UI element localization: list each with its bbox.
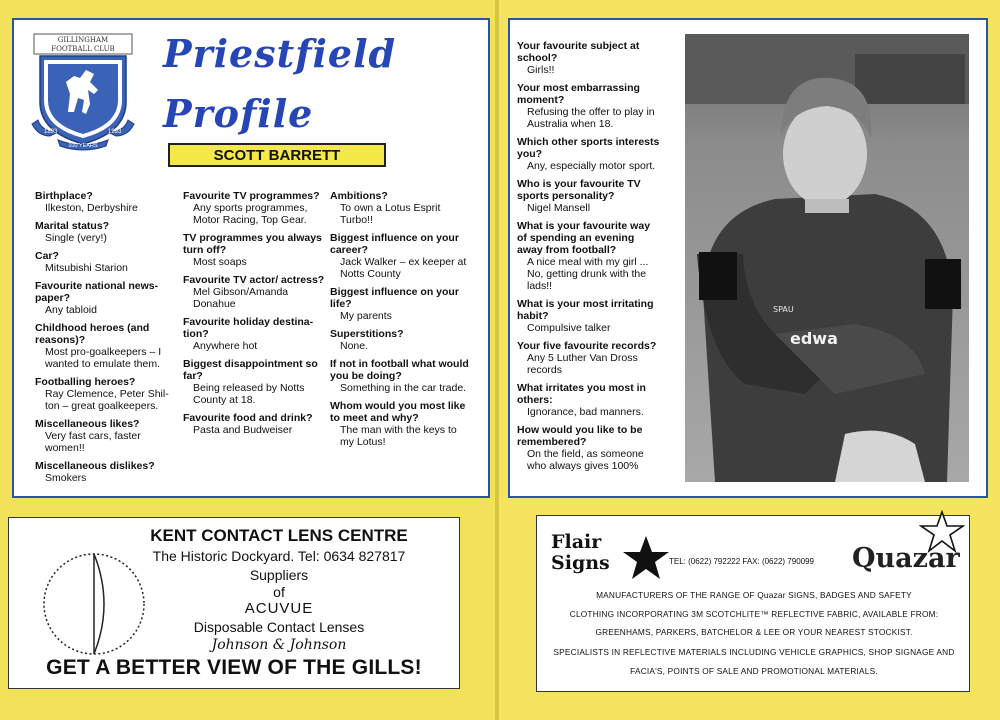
signs-ad-line2: CLOTHING INCORPORATING 3M SCOTCHLITE™ REFLECTIVE FABRIC, AVAILABLE FROM: [569,609,939,619]
club-crest-logo [28,32,138,152]
lens-ad-tagline: GET A BETTER VIEW OF THE GILLS! [46,656,422,679]
profile-question: Favourite national news-paper? [35,280,159,304]
black-star-icon [621,534,671,582]
profile-answer: None. [340,340,369,352]
profile-answer: Most pro-goalkeepers – I wanted to emulate them. [45,346,162,370]
lens-ad-maker: Johnson & Johnson [211,637,347,653]
profile-question-block [183,412,325,436]
crest-club-name: GILLINGHAM [57,36,109,44]
profile-question: Your most embarrassing moment? [517,82,640,106]
profile-question: Favourite food and drink? [183,412,313,424]
profile-answer: Mel Gibson/Amanda Donahue [193,286,289,310]
flair-word: Flair [551,531,602,553]
qa-column-4 [517,40,661,478]
profile-question: Biggest influence on your life? [330,286,459,310]
profile-question: What is your favourite way of spending an evening away from football? [517,220,651,256]
lens-centre-advert [8,517,460,689]
profile-answer: Ilkeston, Derbyshire [45,202,138,214]
profile-title-line1: Priestfield [163,31,397,76]
profile-answer: Mitsubishi Starion [45,262,128,274]
signs-ad-line1: MANUFACTURERS OF THE RANGE OF Quazar SIGNS, BADGES AND SAFETY [596,590,912,600]
profile-answer: To own a Lotus Esprit Turbo!! [340,202,441,226]
profile-answer: Any sports programmes, Motor Racing, Top Gear. [193,202,308,226]
profile-answer: Anywhere hot [193,340,258,352]
profile-question: What is your most irritating habit? [517,298,654,322]
profile-question: Ambitions? [330,190,388,202]
profile-question: Marital status? [35,220,110,232]
profile-question-block [35,376,175,412]
qa-column-2 [183,190,325,442]
profile-question-block [35,418,175,454]
profile-question: Childhood heroes (and reasons)? [35,322,150,346]
profile-answer: Pasta and Budweiser [193,424,293,436]
lens-ad-of: of [273,584,285,600]
player-name-badge: SCOTT BARRETT [168,143,386,167]
profile-question: Superstitions? [330,328,404,340]
profile-answer: Single (very!) [45,232,107,244]
profile-answer: Any 5 Luther Van Dross records [527,352,638,376]
profile-answer: My parents [340,310,392,322]
profile-question: Your five favourite records? [517,340,657,352]
quazar-logo: Quazar [852,543,960,574]
signs-ad-line4: SPECIALISTS IN REFLECTIVE MATERIALS INCLUDING VEHICLE GRAPHICS, SHOP SIGNAGE AND [553,647,955,657]
profile-question-block [517,382,661,418]
profile-answer: Compulsive talker [527,322,611,334]
profile-question-block [35,250,175,274]
profile-answer: A nice meal with my girl ... No, getting drunk with the lads!! [527,256,649,292]
shirt-sponsor-text: edwa [790,329,838,348]
profile-answer: On the field, as someone who always gives 100% [527,448,644,472]
profile-question: Favourite holiday destina-tion? [183,316,314,340]
profile-question-block [517,298,661,334]
profile-question: If not in football what would you be doing? [330,358,469,382]
profile-question: Favourite TV programmes? [183,190,320,202]
flair-signs-logo [551,532,610,574]
profile-question-block [517,136,661,172]
profile-answer: Very fast cars, faster women!! [45,430,141,454]
profile-question-block [183,274,325,310]
profile-answer: Ray Clemence, Peter Shil-ton – great goalkeepers. [45,388,169,412]
profile-answer: Any tabloid [45,304,97,316]
profile-question-block [183,190,325,226]
profile-answer: Girls!! [527,64,555,76]
profile-question-block [330,190,472,226]
profile-answer: Nigel Mansell [527,202,591,214]
profile-question: Favourite TV actor/ actress? [183,274,325,286]
profile-question-block [35,190,175,214]
profile-question-block [517,40,661,76]
page-spine [495,0,499,720]
profile-question-block [517,340,661,376]
crest-year-left: 1893 [44,129,58,135]
profile-answer: Something in the car trade. [340,382,467,394]
profile-question-block [330,286,472,322]
signs-ad-line5: FACIA'S, POINTS OF SALE AND PROMOTIONAL MATERIALS. [630,666,878,676]
profile-question-block [183,358,325,406]
profile-question: What irritates you most in others: [517,382,646,406]
profile-question: Which other sports interests you? [517,136,660,160]
lens-ad-brand: ACUVUE [244,600,314,617]
profile-question-block [517,424,661,472]
lens-ad-title: KENT CONTACT LENS CENTRE [150,526,408,545]
profile-question: Biggest influence on your career? [330,232,459,256]
profile-question-block [330,232,472,280]
flair-signs-advert [536,515,970,692]
profile-question-block [183,316,325,352]
profile-title-line2: Profile [163,91,314,136]
contact-lens-icon [39,549,149,659]
profile-question-block [35,460,175,484]
lens-ad-suppliers: Suppliers [249,567,309,583]
profile-question: Biggest disappointment so far? [183,358,318,382]
profile-question: TV programmes you always turn off? [183,232,322,256]
shirt-badge-text: SPAU [773,305,794,314]
outline-star-icon [919,510,965,554]
crest-ribbon-text: 100 YEARS [68,143,98,149]
profile-question-block [517,178,661,214]
profile-question: Birthplace? [35,190,93,202]
profile-answer: Any, especially motor sport. [527,160,656,172]
crest-year-right: 1993 [108,129,122,135]
lens-ad-product: Disposable Contact Lenses [193,619,365,635]
profile-question: Car? [35,250,59,262]
profile-answer: Most soaps [193,256,247,268]
profile-question-block [517,82,661,130]
profile-answer: The man with the keys to my Lotus! [340,424,457,448]
profile-question-block [35,322,175,370]
profile-question: Whom would you most like to meet and why? [330,400,466,424]
profile-question: Miscellaneous dislikes? [35,460,155,472]
crest-club-subtitle: FOOTBALL CLUB [51,45,115,53]
signs-word: Signs [551,552,610,574]
profile-question: Miscellaneous likes? [35,418,140,430]
profile-question-block [183,232,325,268]
profile-answer: Jack Walker – ex keeper at Notts County [340,256,467,280]
profile-question: Who is your favourite TV sports personality? [517,178,641,202]
profile-answer: Being released by Notts County at 18. [193,382,305,406]
profile-question-block [330,328,472,352]
profile-answer: Smokers [45,472,87,484]
profile-question-block [35,280,175,316]
lens-ad-address: The Historic Dockyard. Tel: 0634 827817 [152,548,406,564]
qa-column-1 [35,190,175,490]
profile-question: Footballing heroes? [35,376,136,388]
profile-question-block [517,220,661,292]
profile-question: How would you like to be remembered? [517,424,643,448]
profile-answer: Refusing the offer to play in Australia when 18. [527,106,655,130]
player-photo [685,34,969,482]
profile-answer: Ignorance, bad manners. [527,406,644,418]
signs-ad-line3: GREENHAMS, PARKERS, BATCHELOR & LEE OR YOUR NEAREST STOCKIST. [595,627,913,637]
profile-question-block [330,358,472,394]
qa-column-3 [330,190,472,454]
profile-question-block [35,220,175,244]
profile-question-block [330,400,472,448]
signs-ad-tel-fax: TEL: (0622) 792222 FAX: (0622) 790099 [669,557,814,566]
profile-question: Your favourite subject at school? [517,40,640,64]
